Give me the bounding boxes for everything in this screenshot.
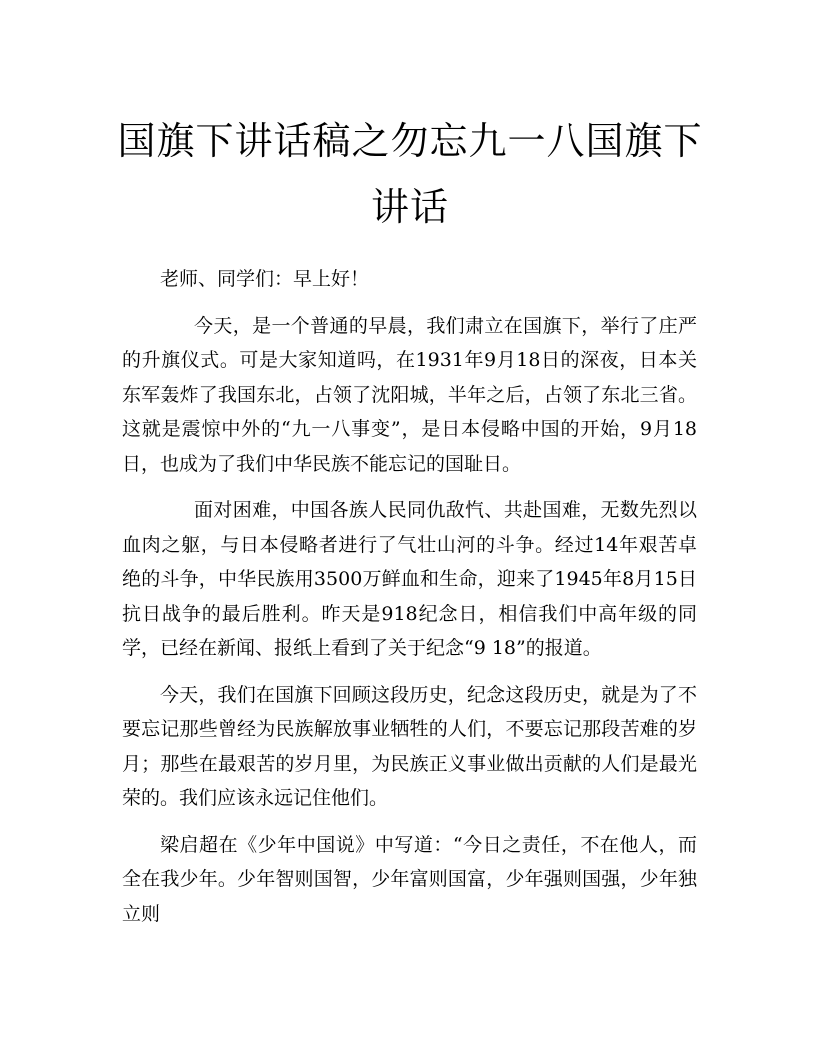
document-body: [122, 262, 697, 943]
greeting-paragraph: 老师、同学们：早上好！: [160, 268, 370, 290]
body-paragraph-3: 今天，我们在国旗下回顾这段历史，纪念这段历史，就是为了不要忘记那些曾经为民族解放事业牺牲的人们，不要忘记那段苦难的岁月；那些在最艰苦的岁月里，为民族正义事业做出贡献的人们是最光荣的。我们应该永远记住他们。: [122, 683, 697, 809]
document-title: 国旗下讲话稿之勿忘九一八国旗下讲话: [117, 119, 703, 229]
body-paragraph-1: 今天，是一个普通的早晨，我们肃立在国旗下，举行了庄严的升旗仪式。可是大家知道吗，在1931年9月18日的深夜，日本关东军轰炸了我国东北，占领了沈阳城，半年之后，占领了东北三省。这就是震惊中外的“九一八事变”，是日本侵略中国的开始，9月18日，也成为了我们中华民族不能忘记的国耻日。: [122, 314, 697, 475]
body-paragraph-2: 面对困难，中国各族人民同仇敌忾、共赴国难，无数先烈以血肉之躯，与日本侵略者进行了气壮山河的斗争。经过14年艰苦卓绝的斗争，中华民族用3500万鲜血和生命，迎来了1945年8月15日抗日战争的最后胜利。昨天是918纪念日，相信我们中高年级的同学，已经在新闻、报纸上看到了关于纪念“9 18”的报道。: [122, 499, 697, 659]
body-paragraph-4: 梁启超在《少年中国说》中写道：“今日之责任，不在他人，而全在我少年。少年智则国智，少年富则国富，少年强则国强，少年独立则: [122, 833, 697, 925]
